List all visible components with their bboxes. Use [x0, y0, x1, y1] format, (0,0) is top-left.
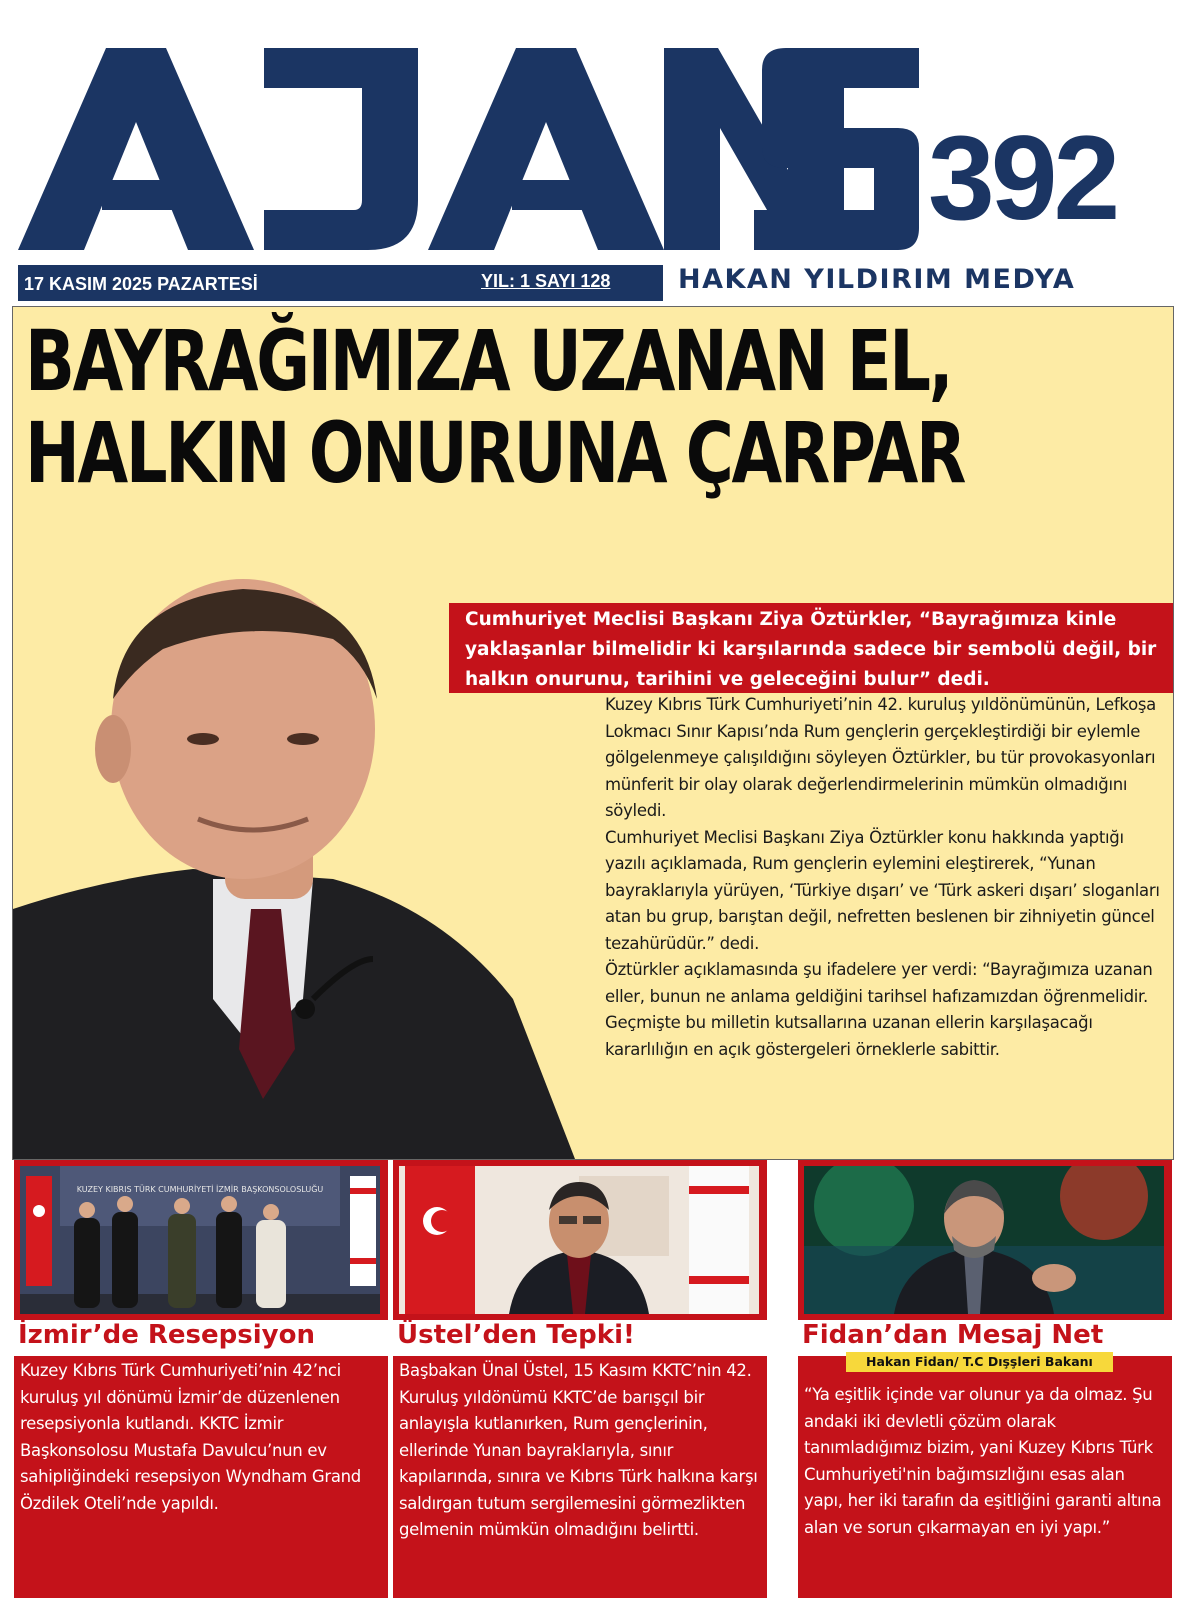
- main-headline: [25, 312, 965, 502]
- story-text: Başbakan Ünal Üstel, 15 Kasım KKTC’nin 42. Kuruluş yıldönümü KKTC’de barışçıl bir anlayışla kutlanırken, Rum gençlerinin, ellerinde Yunan bayraklarıyla, sınır kapılarında, sınıra ve Kıbrıs Türk halkına karşı saldırgan tutum sergilemesini görmezlikten gelmenin mümkün olmadığını belirtti.: [399, 1361, 758, 1539]
- body-paragraph: Öztürkler açıklamasında şu ifadelere yer verdi: “Bayrağımıza uzanan eller, bunun ne anlama geldiğini tarihsel hafızamızdan öğrenmelidir. Geçmişte bu milletin kutsallarına uzanan ellerin karşılaşacağı kararlılığın en açık göstergeleri örneklerle sabittir.: [605, 960, 1153, 1059]
- issue-number-logo: 392: [928, 111, 1117, 245]
- backdrop-text: KUZEY KIBRIS TÜRK CUMHURİYETİ İZMİR BAŞKONSOLOSLUĞU: [76, 1185, 324, 1194]
- story-izmir: [14, 1160, 388, 1598]
- story-textbox: [393, 1356, 767, 1598]
- deck-quote: Cumhuriyet Meclisi Başkanı Ziya Öztürkler, “Bayrağımıza kinle yaklaşanlar bilmelidir ki karşılarında sadece bir sembolü değil, bir halkın onurunu, tarihini ve geleceğini bulur” dedi.: [449, 603, 1174, 693]
- story-textbox: [798, 1356, 1172, 1598]
- masthead-logo: [18, 40, 923, 260]
- ajans-wordmark: [18, 40, 923, 260]
- story-text: “Ya eşitlik içinde var olunur ya da olmaz. Şu andaki iki devletli çözüm olarak tanımladığımız bizim, yani Kuzey Kıbrıs Türk Cumhuriyeti'nin bağımsızlığını esas alan yapı, her iki tarafın da eşitliğini garanti altına alan ve sorun çıkarmayan en iyi yapı.”: [804, 1385, 1162, 1537]
- main-body-text: [605, 692, 1165, 1063]
- headline-line-1: BAYRAĞIMIZA UZANAN EL,: [25, 312, 952, 410]
- story-ustel: [393, 1160, 767, 1598]
- fidan-caption: Hakan Fidan/ T.C Dışşleri Bakanı: [846, 1352, 1113, 1372]
- story-textbox: [14, 1356, 388, 1598]
- body-paragraph: Kuzey Kıbrıs Türk Cumhuriyeti’nin 42. kuruluş yıldönümünün, Lefkoşa Lokmacı Sınır Kapısı’nda Rum gençlerin gerçekleştirdiği bir eylemle gölgelenmeye çalışıldığını söyleyen Öztürkler, bu tür provokasyonları münferit bir olay olarak değerlendirmelerinin mümkün olmadığını söyledi.: [605, 695, 1156, 820]
- publication-date: 17 KASIM 2025 PAZARTESİ: [24, 274, 258, 294]
- publisher-name: HAKAN YILDIRIM MEDYA: [678, 264, 1076, 295]
- reception-photo: [20, 1166, 380, 1314]
- issue-info: YIL: 1 SAYI 128: [481, 271, 611, 291]
- headline-line-2: HALKIN ONURUNA ÇARPAR: [25, 404, 965, 502]
- ustel-photo: [399, 1166, 759, 1314]
- date-band: [18, 265, 663, 301]
- story-text: Kuzey Kıbrıs Türk Cumhuriyeti’nin 42’nci kuruluş yıl dönümü İzmir’de düzenlenen resepsiyonla kutlandı. KKTC İzmir Başkonsolosu Mustafa Davulcu’nun ev sahipliğindeki resepsiyon Wyndham Grand Özdilek Oteli’nde yapıldı.: [20, 1361, 361, 1513]
- fidan-photo: [804, 1166, 1164, 1314]
- story-title: İzmir’de Resepsiyon: [18, 1320, 315, 1350]
- main-story: [12, 306, 1174, 1160]
- story-fidan: [798, 1160, 1172, 1598]
- story-title: Fidan’dan Mesaj Net: [802, 1320, 1104, 1350]
- story-title: Üstel’den Tepki!: [397, 1320, 635, 1350]
- body-paragraph: Cumhuriyet Meclisi Başkanı Ziya Öztürkler konu hakkında yaptığı yazılı açıklamada, Rum gençlerin eylemini eleştirerek, “Yunan bayraklarıyla yürüyen, ‘Türkiye dışarı’ ve ‘Türk askeri dışarı’ sloganları atan bu grup, barıştan değil, nefretten beslenen bir zihniyetin güncel tezahürüdür.” dedi.: [605, 827, 1160, 953]
